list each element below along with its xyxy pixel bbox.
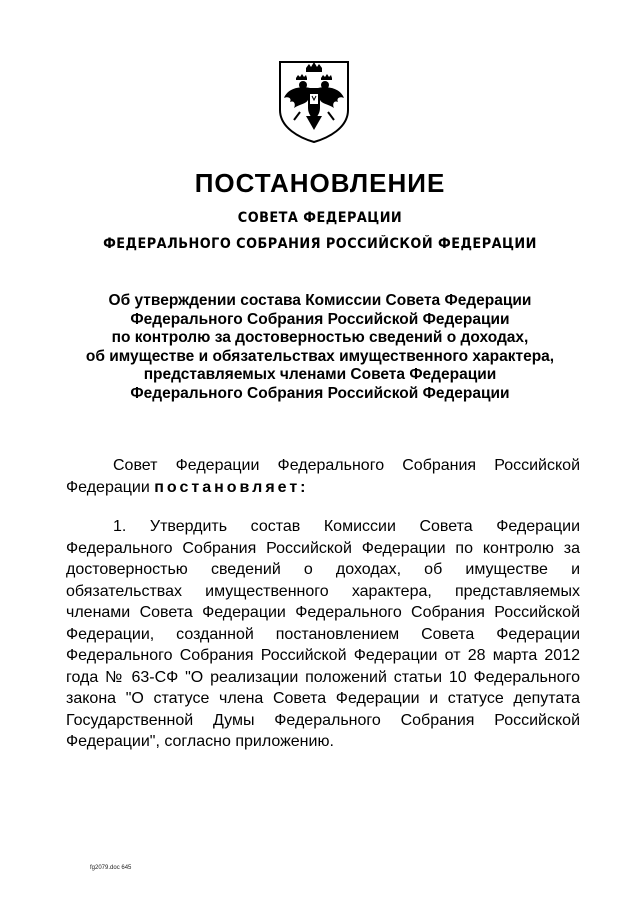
- russian-coat-of-arms-icon: [276, 58, 352, 144]
- subject-line: представляемых членами Совета Федерации: [143, 366, 497, 383]
- intro-resolves: постановляет:: [154, 478, 309, 496]
- subject-line: об имуществе и обязательствах имущественного характера,: [85, 347, 555, 365]
- document-title: ПОСТАНОВЛЕНИЕ: [194, 168, 446, 198]
- file-reference: fg2079.doc 645: [90, 865, 132, 871]
- document-subject: [60, 292, 580, 403]
- intro-text: Совет Федерации Федерального Собрания Российской Федерации: [66, 457, 580, 496]
- subject-line: по контролю за достоверностью сведений о доходах,: [111, 329, 529, 346]
- subject-line: Об утверждении состава Комиссии Совета Федерации: [108, 292, 532, 309]
- intro-paragraph: [66, 455, 580, 498]
- subject-line: Федерального Собрания Российской Федерации: [130, 310, 510, 328]
- subject-line: Федерального Собрания Российской Федерации: [130, 384, 510, 402]
- resolution-item-1: 1. Утвердить состав Комиссии Совета Федерации Федерального Собрания Российской Федерации по контролю за достоверностью сведений о доходах, об имуществе и обязательствах имущественного характера, представляемых членами Совета Федерации Федерального Собрания Российской Федерации, созданной постановлением Совета Федерации Федерального Собрания Российской Федерации от 28 марта 2012 года № 63-СФ "О реализации положений статьи 10 Федерального закона "О статусе члена Совета Федерации и статусе депутата Государственной Думы Федерального Собрания Российской Федерации", согласно приложению.: [66, 518, 580, 750]
- document-subtitle-line2: ФЕДЕРАЛЬНОГО СОБРАНИЯ РОССИЙСКОЙ ФЕДЕРАЦИИ: [103, 236, 537, 252]
- document-subtitle-line1: СОВЕТА ФЕДЕРАЦИИ: [237, 210, 403, 226]
